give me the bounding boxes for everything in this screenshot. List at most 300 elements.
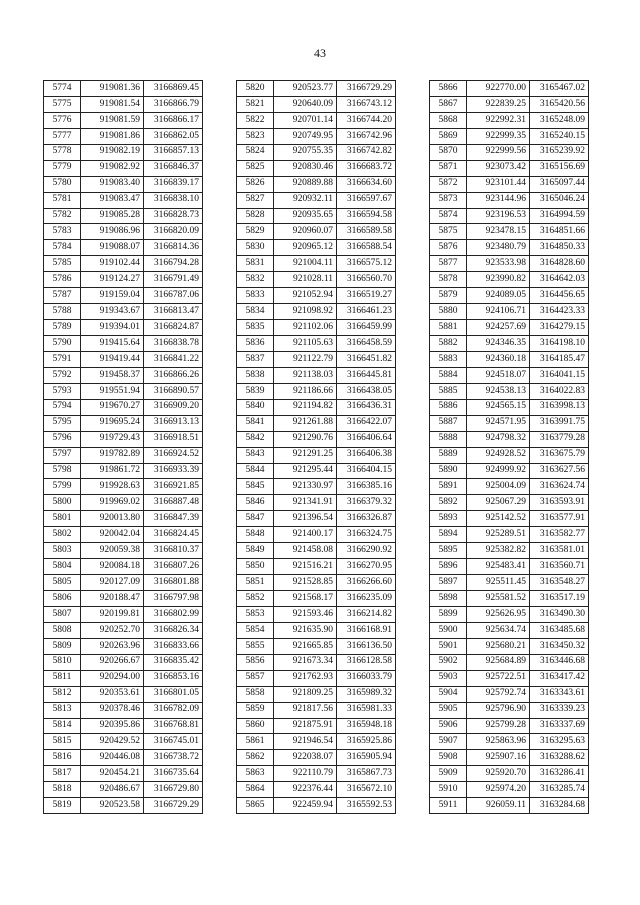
x-coordinate: 919551.94 — [81, 383, 144, 399]
table-row — [237, 320, 396, 336]
table-row — [237, 399, 396, 415]
point-number: 5827 — [237, 192, 274, 208]
y-coordinate: 3165948.18 — [337, 718, 396, 734]
x-coordinate: 922459.94 — [274, 798, 337, 814]
x-coordinate: 920353.61 — [81, 686, 144, 702]
x-coordinate: 922992.31 — [467, 112, 530, 128]
y-coordinate: 3166801.05 — [144, 686, 203, 702]
point-number: 5870 — [430, 144, 467, 160]
x-coordinate: 921593.46 — [274, 606, 337, 622]
x-coordinate: 924518.07 — [467, 367, 530, 383]
table-row — [430, 543, 589, 559]
point-number: 5845 — [237, 479, 274, 495]
table-row — [237, 654, 396, 670]
x-coordinate: 925289.51 — [467, 527, 530, 543]
coordinate-tables — [0, 80, 640, 850]
y-coordinate: 3166214.82 — [337, 606, 396, 622]
point-number: 5901 — [430, 638, 467, 654]
point-number: 5885 — [430, 383, 467, 399]
point-number: 5793 — [44, 383, 81, 399]
table-row — [430, 654, 589, 670]
point-number: 5828 — [237, 208, 274, 224]
x-coordinate: 925382.82 — [467, 543, 530, 559]
point-number: 5835 — [237, 320, 274, 336]
point-number: 5851 — [237, 575, 274, 591]
table-row — [44, 622, 203, 638]
y-coordinate: 3166794.28 — [144, 256, 203, 272]
point-number: 5894 — [430, 527, 467, 543]
table-row — [44, 176, 203, 192]
x-coordinate: 925581.52 — [467, 591, 530, 607]
point-number: 5899 — [430, 606, 467, 622]
table-row — [430, 192, 589, 208]
x-coordinate: 919928.63 — [81, 479, 144, 495]
y-coordinate: 3166742.96 — [337, 128, 396, 144]
table-row — [44, 383, 203, 399]
y-coordinate: 3166438.05 — [337, 383, 396, 399]
coordinate-table-1 — [43, 80, 203, 814]
table-row — [237, 798, 396, 814]
x-coordinate: 921102.06 — [274, 320, 337, 336]
x-coordinate: 921295.44 — [274, 463, 337, 479]
point-number: 5781 — [44, 192, 81, 208]
table-row — [44, 798, 203, 814]
point-number: 5880 — [430, 304, 467, 320]
y-coordinate: 3166594.58 — [337, 208, 396, 224]
table-row — [237, 750, 396, 766]
y-coordinate: 3166839.17 — [144, 176, 203, 192]
x-coordinate: 919969.02 — [81, 495, 144, 511]
table-row — [430, 351, 589, 367]
table-row — [44, 527, 203, 543]
y-coordinate: 3165156.69 — [530, 160, 589, 176]
point-number: 5872 — [430, 176, 467, 192]
table-row — [44, 160, 203, 176]
table-row — [237, 686, 396, 702]
table-row — [237, 591, 396, 607]
y-coordinate: 3165467.02 — [530, 81, 589, 97]
y-coordinate: 3166862.05 — [144, 128, 203, 144]
point-number: 5848 — [237, 527, 274, 543]
x-coordinate: 923990.82 — [467, 272, 530, 288]
x-coordinate: 921568.17 — [274, 591, 337, 607]
x-coordinate: 921817.56 — [274, 702, 337, 718]
table-row — [237, 112, 396, 128]
x-coordinate: 922999.35 — [467, 128, 530, 144]
y-coordinate: 3166887.48 — [144, 495, 203, 511]
table-row — [237, 734, 396, 750]
y-coordinate: 3166814.36 — [144, 240, 203, 256]
point-number: 5806 — [44, 591, 81, 607]
table-row — [44, 320, 203, 336]
point-number: 5804 — [44, 559, 81, 575]
y-coordinate: 3166168.91 — [337, 622, 396, 638]
table-row — [237, 144, 396, 160]
x-coordinate: 924106.71 — [467, 304, 530, 320]
y-coordinate: 3166738.72 — [144, 750, 203, 766]
table-row — [430, 734, 589, 750]
y-coordinate: 3165592.53 — [337, 798, 396, 814]
y-coordinate: 3163284.68 — [530, 798, 589, 814]
x-coordinate: 923144.96 — [467, 192, 530, 208]
y-coordinate: 3163577.91 — [530, 511, 589, 527]
x-coordinate: 920965.12 — [274, 240, 337, 256]
point-number: 5868 — [430, 112, 467, 128]
table-row — [430, 686, 589, 702]
x-coordinate: 925920.70 — [467, 766, 530, 782]
x-coordinate: 919782.89 — [81, 447, 144, 463]
table-row — [237, 224, 396, 240]
table-row — [430, 224, 589, 240]
x-coordinate: 919086.96 — [81, 224, 144, 240]
x-coordinate: 920960.07 — [274, 224, 337, 240]
table-row — [44, 208, 203, 224]
table-row — [237, 240, 396, 256]
x-coordinate: 919394.01 — [81, 320, 144, 336]
x-coordinate: 920701.14 — [274, 112, 337, 128]
y-coordinate: 3163998.13 — [530, 399, 589, 415]
y-coordinate: 3166801.88 — [144, 575, 203, 591]
y-coordinate: 3166833.66 — [144, 638, 203, 654]
point-number: 5874 — [430, 208, 467, 224]
point-number: 5825 — [237, 160, 274, 176]
x-coordinate: 922770.00 — [467, 81, 530, 97]
table-row — [430, 559, 589, 575]
y-coordinate: 3164642.03 — [530, 272, 589, 288]
table-row — [44, 702, 203, 718]
y-coordinate: 3166857.13 — [144, 144, 203, 160]
table-row — [237, 367, 396, 383]
y-coordinate: 3165097.44 — [530, 176, 589, 192]
point-number: 5892 — [430, 495, 467, 511]
y-coordinate: 3164423.33 — [530, 304, 589, 320]
table-row — [430, 96, 589, 112]
point-number: 5814 — [44, 718, 81, 734]
y-coordinate: 3166588.54 — [337, 240, 396, 256]
point-number: 5820 — [237, 81, 274, 97]
y-coordinate: 3166458.59 — [337, 336, 396, 352]
table-row — [430, 495, 589, 511]
x-coordinate: 926059.11 — [467, 798, 530, 814]
y-coordinate: 3163560.71 — [530, 559, 589, 575]
y-coordinate: 3166744.20 — [337, 112, 396, 128]
x-coordinate: 919861.72 — [81, 463, 144, 479]
y-coordinate: 3166866.26 — [144, 367, 203, 383]
point-number: 5801 — [44, 511, 81, 527]
point-number: 5903 — [430, 670, 467, 686]
y-coordinate: 3166326.87 — [337, 511, 396, 527]
y-coordinate: 3166924.52 — [144, 447, 203, 463]
y-coordinate: 3165905.94 — [337, 750, 396, 766]
x-coordinate: 919082.19 — [81, 144, 144, 160]
table-row — [430, 128, 589, 144]
y-coordinate: 3166787.06 — [144, 288, 203, 304]
point-number: 5782 — [44, 208, 81, 224]
table-row — [44, 511, 203, 527]
point-number: 5796 — [44, 431, 81, 447]
x-coordinate: 921105.63 — [274, 336, 337, 352]
table-row — [237, 336, 396, 352]
y-coordinate: 3166729.29 — [337, 81, 396, 97]
x-coordinate: 919085.28 — [81, 208, 144, 224]
x-coordinate: 921138.03 — [274, 367, 337, 383]
point-number: 5815 — [44, 734, 81, 750]
y-coordinate: 3166385.16 — [337, 479, 396, 495]
table-row — [430, 399, 589, 415]
table-row — [430, 415, 589, 431]
x-coordinate: 920263.96 — [81, 638, 144, 654]
table-row — [237, 208, 396, 224]
y-coordinate: 3163337.69 — [530, 718, 589, 734]
point-number: 5852 — [237, 591, 274, 607]
x-coordinate: 920013.80 — [81, 511, 144, 527]
y-coordinate: 3166575.12 — [337, 256, 396, 272]
table-row — [44, 686, 203, 702]
y-coordinate: 3166683.72 — [337, 160, 396, 176]
point-number: 5905 — [430, 702, 467, 718]
point-number: 5910 — [430, 782, 467, 798]
x-coordinate: 921330.97 — [274, 479, 337, 495]
point-number: 5893 — [430, 511, 467, 527]
y-coordinate: 3166128.58 — [337, 654, 396, 670]
point-number: 5818 — [44, 782, 81, 798]
x-coordinate: 920932.11 — [274, 192, 337, 208]
y-coordinate: 3166404.15 — [337, 463, 396, 479]
point-number: 5783 — [44, 224, 81, 240]
y-coordinate: 3166729.29 — [144, 798, 203, 814]
y-coordinate: 3166933.39 — [144, 463, 203, 479]
point-number: 5896 — [430, 559, 467, 575]
y-coordinate: 3166459.99 — [337, 320, 396, 336]
y-coordinate: 3164022.83 — [530, 383, 589, 399]
y-coordinate: 3166810.37 — [144, 543, 203, 559]
x-coordinate: 925626.95 — [467, 606, 530, 622]
point-number: 5850 — [237, 559, 274, 575]
table-row — [430, 511, 589, 527]
table-row — [44, 96, 203, 112]
y-coordinate: 3164456.65 — [530, 288, 589, 304]
table-row — [237, 96, 396, 112]
table-row — [430, 208, 589, 224]
table-row — [430, 112, 589, 128]
point-number: 5889 — [430, 447, 467, 463]
point-number: 5822 — [237, 112, 274, 128]
table-row — [430, 702, 589, 718]
y-coordinate: 3166589.58 — [337, 224, 396, 240]
x-coordinate: 919159.04 — [81, 288, 144, 304]
table-row — [44, 336, 203, 352]
x-coordinate: 920523.77 — [274, 81, 337, 97]
y-coordinate: 3166838.10 — [144, 192, 203, 208]
table-row — [44, 463, 203, 479]
x-coordinate: 925680.21 — [467, 638, 530, 654]
table-row — [430, 431, 589, 447]
point-number: 5879 — [430, 288, 467, 304]
point-number: 5838 — [237, 367, 274, 383]
y-coordinate: 3166824.45 — [144, 527, 203, 543]
y-coordinate: 3166519.27 — [337, 288, 396, 304]
point-number: 5862 — [237, 750, 274, 766]
y-coordinate: 3165925.86 — [337, 734, 396, 750]
point-number: 5842 — [237, 431, 274, 447]
point-number: 5891 — [430, 479, 467, 495]
point-number: 5844 — [237, 463, 274, 479]
y-coordinate: 3165989.32 — [337, 686, 396, 702]
y-coordinate: 3166406.64 — [337, 431, 396, 447]
x-coordinate: 925634.74 — [467, 622, 530, 638]
table-row — [430, 304, 589, 320]
y-coordinate: 3166422.07 — [337, 415, 396, 431]
x-coordinate: 919124.27 — [81, 272, 144, 288]
y-coordinate: 3166866.79 — [144, 96, 203, 112]
point-number: 5786 — [44, 272, 81, 288]
y-coordinate: 3166379.32 — [337, 495, 396, 511]
x-coordinate: 922038.07 — [274, 750, 337, 766]
table-row — [430, 638, 589, 654]
point-number: 5790 — [44, 336, 81, 352]
table-row — [237, 431, 396, 447]
x-coordinate: 921341.91 — [274, 495, 337, 511]
point-number: 5888 — [430, 431, 467, 447]
y-coordinate: 3163339.23 — [530, 702, 589, 718]
x-coordinate: 921194.82 — [274, 399, 337, 415]
table-row — [44, 750, 203, 766]
x-coordinate: 924346.35 — [467, 336, 530, 352]
x-coordinate: 925974.20 — [467, 782, 530, 798]
point-number: 5855 — [237, 638, 274, 654]
table-row — [430, 272, 589, 288]
table-row — [44, 367, 203, 383]
y-coordinate: 3163675.79 — [530, 447, 589, 463]
x-coordinate: 919670.27 — [81, 399, 144, 415]
point-number: 5808 — [44, 622, 81, 638]
y-coordinate: 3166841.22 — [144, 351, 203, 367]
point-number: 5877 — [430, 256, 467, 272]
point-number: 5860 — [237, 718, 274, 734]
x-coordinate: 919729.43 — [81, 431, 144, 447]
point-number: 5869 — [430, 128, 467, 144]
point-number: 5811 — [44, 670, 81, 686]
point-number: 5883 — [430, 351, 467, 367]
table-row — [237, 670, 396, 686]
table-row — [430, 447, 589, 463]
point-number: 5890 — [430, 463, 467, 479]
point-number: 5816 — [44, 750, 81, 766]
point-number: 5800 — [44, 495, 81, 511]
point-number: 5906 — [430, 718, 467, 734]
table-row — [44, 112, 203, 128]
table-row — [44, 224, 203, 240]
y-coordinate: 3163779.28 — [530, 431, 589, 447]
y-coordinate: 3163581.01 — [530, 543, 589, 559]
y-coordinate: 3166451.82 — [337, 351, 396, 367]
x-coordinate: 919695.24 — [81, 415, 144, 431]
x-coordinate: 925907.16 — [467, 750, 530, 766]
x-coordinate: 925067.29 — [467, 495, 530, 511]
y-coordinate: 3166797.98 — [144, 591, 203, 607]
point-number: 5853 — [237, 606, 274, 622]
table-row — [44, 351, 203, 367]
point-number: 5836 — [237, 336, 274, 352]
y-coordinate: 3166436.31 — [337, 399, 396, 415]
x-coordinate: 921946.54 — [274, 734, 337, 750]
point-number: 5813 — [44, 702, 81, 718]
table-row — [430, 256, 589, 272]
y-coordinate: 3166136.50 — [337, 638, 396, 654]
y-coordinate: 3165239.92 — [530, 144, 589, 160]
x-coordinate: 925142.52 — [467, 511, 530, 527]
x-coordinate: 919081.86 — [81, 128, 144, 144]
point-number: 5774 — [44, 81, 81, 97]
x-coordinate: 924360.18 — [467, 351, 530, 367]
table-row — [237, 495, 396, 511]
table-row — [44, 272, 203, 288]
table-row — [430, 527, 589, 543]
x-coordinate: 924565.15 — [467, 399, 530, 415]
table-row — [237, 256, 396, 272]
point-number: 5866 — [430, 81, 467, 97]
point-number: 5794 — [44, 399, 81, 415]
table-row — [430, 288, 589, 304]
table-row — [44, 304, 203, 320]
table-row — [44, 256, 203, 272]
point-number: 5780 — [44, 176, 81, 192]
coordinate-table-3 — [429, 80, 589, 814]
point-number: 5798 — [44, 463, 81, 479]
y-coordinate: 3165046.24 — [530, 192, 589, 208]
point-number: 5898 — [430, 591, 467, 607]
y-coordinate: 3165981.33 — [337, 702, 396, 718]
point-number: 5824 — [237, 144, 274, 160]
x-coordinate: 921665.85 — [274, 638, 337, 654]
point-number: 5789 — [44, 320, 81, 336]
table-row — [430, 336, 589, 352]
x-coordinate: 921098.92 — [274, 304, 337, 320]
point-number: 5787 — [44, 288, 81, 304]
y-coordinate: 3164828.60 — [530, 256, 589, 272]
point-number: 5797 — [44, 447, 81, 463]
page-number: 43 — [314, 46, 326, 60]
x-coordinate: 919082.92 — [81, 160, 144, 176]
table-row — [44, 782, 203, 798]
y-coordinate: 3166745.01 — [144, 734, 203, 750]
y-coordinate: 3163446.68 — [530, 654, 589, 670]
y-coordinate: 3163343.61 — [530, 686, 589, 702]
table-row — [44, 718, 203, 734]
x-coordinate: 921809.25 — [274, 686, 337, 702]
table-row — [430, 798, 589, 814]
table-row — [430, 591, 589, 607]
table-row — [44, 543, 203, 559]
point-number: 5854 — [237, 622, 274, 638]
table-row — [44, 591, 203, 607]
x-coordinate: 921528.85 — [274, 575, 337, 591]
y-coordinate: 3163548.27 — [530, 575, 589, 591]
point-number: 5908 — [430, 750, 467, 766]
x-coordinate: 923073.42 — [467, 160, 530, 176]
x-coordinate: 920749.95 — [274, 128, 337, 144]
x-coordinate: 925483.41 — [467, 559, 530, 575]
table-row — [44, 144, 203, 160]
y-coordinate: 3166266.60 — [337, 575, 396, 591]
x-coordinate: 920294.00 — [81, 670, 144, 686]
point-number: 5887 — [430, 415, 467, 431]
y-coordinate: 3163485.68 — [530, 622, 589, 638]
point-number: 5834 — [237, 304, 274, 320]
table-row — [44, 766, 203, 782]
point-number: 5859 — [237, 702, 274, 718]
point-number: 5856 — [237, 654, 274, 670]
